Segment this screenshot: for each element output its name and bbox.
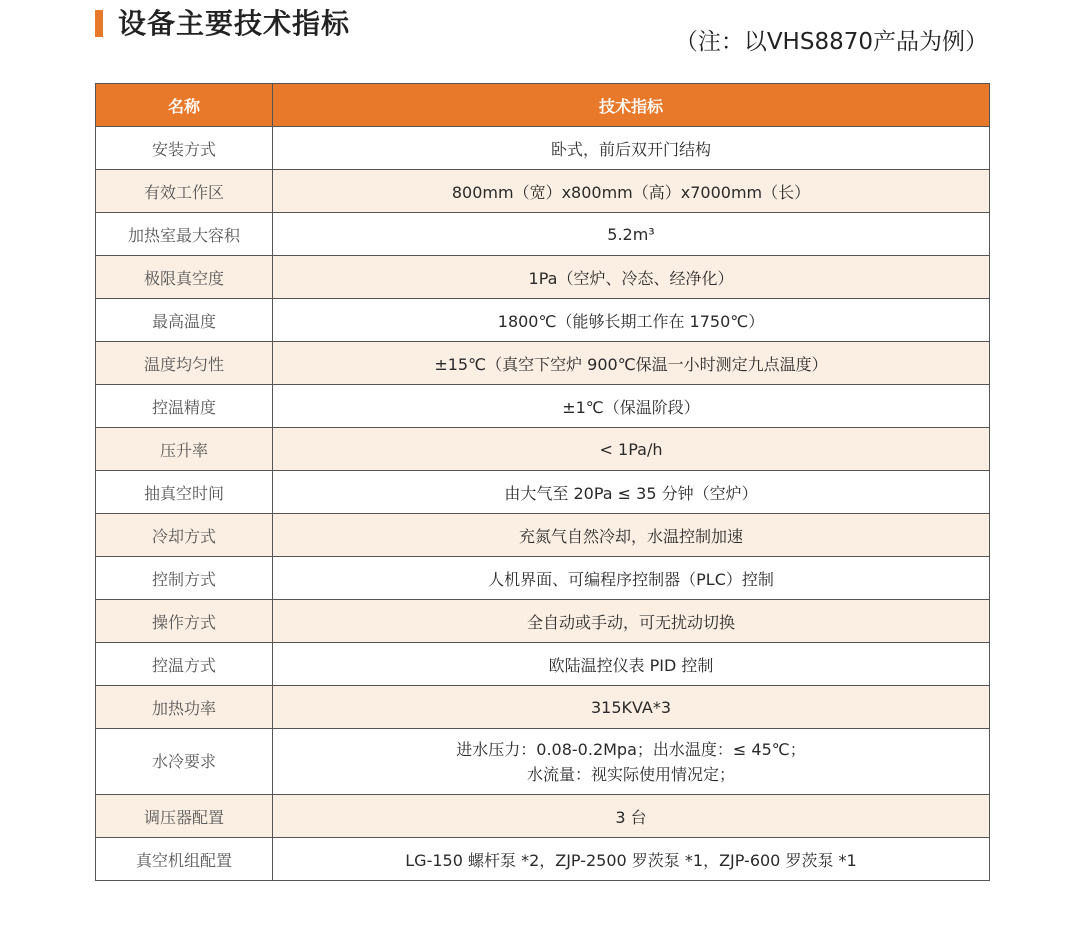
table-row — [96, 342, 990, 385]
product-note: （注：以VHS8870产品为例） — [674, 29, 988, 55]
row-name: 操作方式 — [96, 600, 273, 643]
table-row — [96, 299, 990, 342]
row-name: 有效工作区 — [96, 170, 273, 213]
table-row — [96, 838, 990, 881]
table-row — [96, 686, 990, 729]
column-header-name: 名称 — [96, 84, 273, 127]
row-name: 调压器配置 — [96, 795, 273, 838]
table-header-row — [96, 84, 990, 127]
table-row — [96, 643, 990, 686]
title-accent-bar — [95, 10, 103, 37]
row-value: 充氮气自然冷却，水温控制加速 — [273, 514, 990, 557]
row-value: 800mm（宽）x800mm（高）x7000mm（长） — [273, 170, 990, 213]
table-row — [96, 170, 990, 213]
table-row — [96, 385, 990, 428]
row-name: 控温精度 — [96, 385, 273, 428]
row-name: 抽真空时间 — [96, 471, 273, 514]
table-row — [96, 600, 990, 643]
row-value: 人机界面、可编程序控制器（PLC）控制 — [273, 557, 990, 600]
row-name: 水冷要求 — [96, 729, 273, 795]
row-value: 315KVA*3 — [273, 686, 990, 729]
row-name: 控制方式 — [96, 557, 273, 600]
row-value: 3 台 — [273, 795, 990, 838]
table-row — [96, 557, 990, 600]
table-row — [96, 729, 990, 795]
row-name: 冷却方式 — [96, 514, 273, 557]
row-name: 温度均匀性 — [96, 342, 273, 385]
row-value: < 1Pa/h — [273, 428, 990, 471]
row-value: 卧式，前后双开门结构 — [273, 127, 990, 170]
row-value-line-2: 水流量：视实际使用情况定； — [526, 764, 735, 784]
row-name: 加热功率 — [96, 686, 273, 729]
table-row — [96, 471, 990, 514]
row-value: 欧陆温控仪表 PID 控制 — [273, 643, 990, 686]
spec-table — [95, 83, 990, 881]
row-name: 压升率 — [96, 428, 273, 471]
row-name: 安装方式 — [96, 127, 273, 170]
table-row — [96, 428, 990, 471]
table-row — [96, 514, 990, 557]
row-value: LG-150 螺杆泵 *2，ZJP-2500 罗茨泵 *1，ZJP-600 罗茨泵 *1 — [273, 838, 990, 881]
row-value: 全自动或手动，可无扰动切换 — [273, 600, 990, 643]
row-name: 控温方式 — [96, 643, 273, 686]
table-row — [96, 795, 990, 838]
row-name: 真空机组配置 — [96, 838, 273, 881]
row-name: 最高温度 — [96, 299, 273, 342]
row-value: 由大气至 20Pa ≤ 35 分钟（空炉） — [273, 471, 990, 514]
table-row — [96, 213, 990, 256]
table-row — [96, 256, 990, 299]
row-value: 1800℃（能够长期工作在 1750℃） — [273, 299, 990, 342]
row-value-line-1: 进水压力：0.08-0.2Mpa；出水温度：≤ 45℃； — [456, 739, 806, 759]
row-value: 5.2m³ — [273, 213, 990, 256]
column-header-spec: 技术指标 — [273, 84, 990, 127]
row-name: 极限真空度 — [96, 256, 273, 299]
row-value — [273, 729, 990, 795]
row-name: 加热室最大容积 — [96, 213, 273, 256]
row-value: ±1℃（保温阶段） — [273, 385, 990, 428]
row-value: 1Pa（空炉、冷态、经净化） — [273, 256, 990, 299]
row-value: ±15℃（真空下空炉 900℃保温一小时测定九点温度） — [273, 342, 990, 385]
page-title: 设备主要技术指标 — [118, 7, 351, 40]
table-row — [96, 127, 990, 170]
